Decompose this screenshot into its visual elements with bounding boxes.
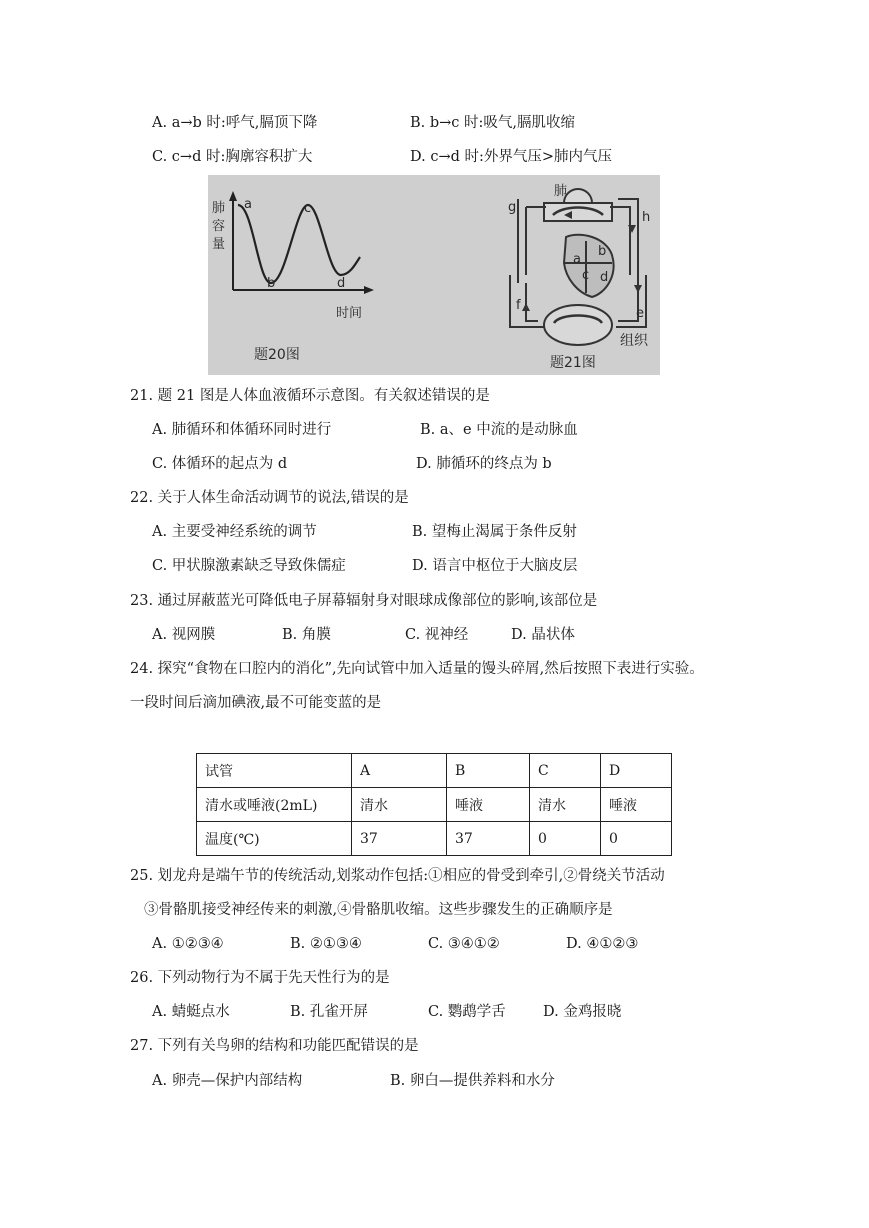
fig21-label-b: b [598,244,607,259]
q20-option-d: D. c→d 时:外界气压>肺内气压 [410,149,613,165]
fig20-ylabel-2: 容 [212,219,226,234]
q25-option-d: D. ④①②③ [566,936,639,952]
q22-option-a: A. 主要受神经系统的调节 [152,524,317,540]
fig21-tissue-label: 组织 [620,333,648,349]
q22-option-c: C. 甲状腺激素缺乏导致侏儒症 [152,558,346,574]
figure-20-graph [212,191,374,363]
fig21-label-g: g [508,200,517,215]
q27-option-a: A. 卵壳—保护内部结构 [152,1073,303,1089]
q22-option-d: D. 语言中枢位于大脑皮层 [412,558,578,574]
table-cell: B [447,754,530,788]
q26-option-d: D. 金鸡报晓 [543,1004,622,1020]
q26-option-c: C. 鹦鹉学舌 [428,1004,506,1020]
fig20-ylabel-1: 肺 [212,201,226,216]
q21-option-d: D. 肺循环的终点为 b [416,456,552,472]
q21-option-c: C. 体循环的起点为 d [152,456,288,472]
table-cell: 清水 [530,788,601,822]
q20-option-b: B. b→c 时:吸气,膈肌收缩 [410,115,576,131]
table-cell: 温度(℃) [197,822,352,856]
fig21-label-a: a [573,252,581,267]
q25-option-c: C. ③④①② [428,936,500,952]
table-cell: 试管 [197,754,352,788]
q23-stem: 23. 通过屏蔽蓝光可降低电子屏幕辐射身对眼球成像部位的影响,该部位是 [130,593,598,609]
q25-stem-line2: ③骨骼肌接受神经传来的刺激,④骨骼肌收缩。这些步骤发生的正确顺序是 [144,902,613,918]
table-row [197,754,672,788]
fig20-ylabel-3: 量 [212,237,226,252]
q21-stem: 21. 题 21 图是人体血液循环示意图。有关叙述错误的是 [130,388,490,404]
table-cell: 清水 [352,788,447,822]
q27-stem: 27. 下列有关鸟卵的结构和功能匹配错误的是 [130,1038,419,1054]
q20-option-a: A. a→b 时:呼气,膈顶下降 [152,115,318,131]
q23-option-c: C. 视神经 [405,627,469,643]
fig21-lung-label: 肺 [554,184,568,199]
table-cell: 0 [601,822,672,856]
table-cell: 37 [447,822,530,856]
fig21-label-c: c [582,268,590,283]
q21-option-b: B. a、e 中流的是动脉血 [420,422,578,438]
fig20-point-b: b [267,276,276,291]
table-cell: 唾液 [447,788,530,822]
fig21-label-e: e [636,306,644,321]
q25-option-a: A. ①②③④ [152,936,224,952]
q23-option-b: B. 角膜 [282,627,331,643]
table-cell: A [352,754,447,788]
fig20-point-a: a [244,197,252,212]
q26-option-a: A. 蜻蜓点水 [152,1004,230,1020]
q21-option-a: A. 肺循环和体循环同时进行 [152,422,332,438]
q27-option-b: B. 卵白—提供养料和水分 [390,1073,555,1089]
q25-stem-line1: 25. 划龙舟是端午节的传统活动,划浆动作包括:①相应的骨受到牵引,②骨绕关节活动 [130,868,665,884]
q26-stem: 26. 下列动物行为不属于先天性行为的是 [130,970,390,986]
fig20-point-d: d [337,276,346,291]
table-row [197,788,672,822]
q22-stem: 22. 关于人体生命活动调节的说法,错误的是 [130,490,409,506]
figure-svg [208,175,660,375]
table-cell: 37 [352,822,447,856]
table-cell: 唾液 [601,788,672,822]
fig20-point-c: c [304,201,312,216]
fig20-xlabel: 时间 [336,306,363,321]
q25-option-b: B. ②①③④ [290,936,362,952]
figures-20-21 [208,175,660,375]
q20-option-c: C. c→d 时:胸廓容积扩大 [152,149,313,165]
table-cell: C [530,754,601,788]
table-cell: 清水或唾液(2mL) [197,788,352,822]
table-row [197,822,672,856]
q26-option-b: B. 孔雀开屏 [290,1004,368,1020]
q24-stem-line2: 一段时间后滴加碘液,最不可能变蓝的是 [130,695,382,711]
fig21-label-f: f [516,298,521,313]
q22-option-b: B. 望梅止渴属于条件反射 [412,524,577,540]
fig21-label-h: h [642,210,651,225]
figure-21-diagram [510,189,646,345]
table-cell: D [601,754,672,788]
q23-option-a: A. 视网膜 [152,627,216,643]
table-cell: 0 [530,822,601,856]
experiment-table [196,753,672,856]
q23-option-d: D. 晶状体 [511,627,575,643]
fig21-caption: 题21图 [550,355,596,371]
q24-stem-line1: 24. 探究“食物在口腔内的消化”,先向试管中加入适量的馒头碎屑,然后按照下表进行实验。 [130,661,704,677]
fig21-label-d: d [600,270,609,285]
fig20-caption: 题20图 [254,347,300,363]
